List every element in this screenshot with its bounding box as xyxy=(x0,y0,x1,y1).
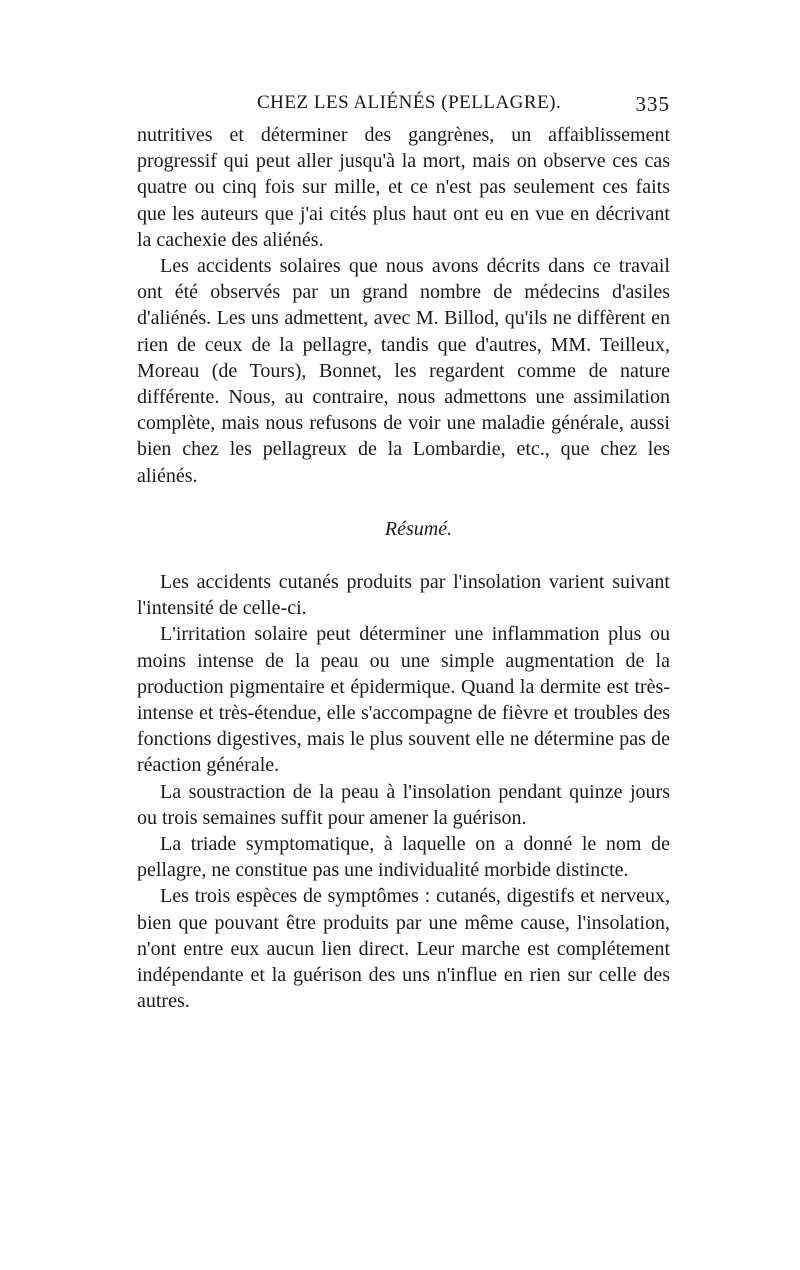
page-body xyxy=(137,122,670,1015)
summary-paragraph-4: La triade symptomatique, à laquelle on a donné le nom de pellagre, ne constitue pas une individualité morbide distincte. xyxy=(137,833,670,882)
page-header xyxy=(137,92,670,116)
summary-paragraph-2: L'irritation solaire peut déterminer une inflammation plus ou moins intense de la peau ou une simple augmentation de la production pigmentaire et épidermique. Quand la dermite est très-intense et très-étendue, elle s'accompagne de fièvre et troubles des fonctions digestives, mais le plus souvent elle ne détermine pas de réaction générale. xyxy=(137,623,670,777)
running-title: CHEZ LES ALIÉNÉS (PELLAGRE). xyxy=(257,92,562,113)
summary-paragraph-1: Les accidents cutanés produits par l'insolation varient suivant l'intensité de celle-ci. xyxy=(137,571,670,620)
page-number: 335 xyxy=(635,92,670,116)
paragraph-continuation: nutritives et déterminer des gangrènes, un affaiblissement progressif qui peut aller jusqu'à la mort, mais on observe ces cas quatre ou cinq fois sur mille, et ce n'est pas seulement ces faits que les auteurs que j'ai cités plus haut ont eu en vue en décrivant la cachexie des aliénés. xyxy=(137,124,670,251)
summary-paragraph-5: Les trois espèces de symptômes : cutanés, digestifs et nerveux, bien que pouvant être produits par une même cause, l'insolation, n'ont entre eux aucun lien direct. Leur marche est complétement indépendante et la guérison des uns n'influe en rien sur celle des autres. xyxy=(137,885,670,1013)
summary-paragraph-3: La soustraction de la peau à l'insolation pendant quinze jours ou trois semaines suffit pour amener la guérison. xyxy=(137,780,670,829)
section-heading-resume: Résumé. xyxy=(384,517,453,540)
paragraph-solar-accidents: Les accidents solaires que nous avons décrits dans ce travail ont été observés par un grand nombre de médecins d'asiles d'aliénés. Les uns admettent, avec M. Billod, qu'ils ne diffèrent en rien de ceux de la pellagre, tandis que d'autres, MM. Teilleux, Moreau (de Tours), Bonnet, les regardent comme de nature différente. Nous, au contraire, nous admettons une assimilation complète, mais nous refusons de voir une maladie générale, aussi bien chez les pellagreux de la Lombardie, etc., que chez les aliénés. xyxy=(137,255,670,487)
